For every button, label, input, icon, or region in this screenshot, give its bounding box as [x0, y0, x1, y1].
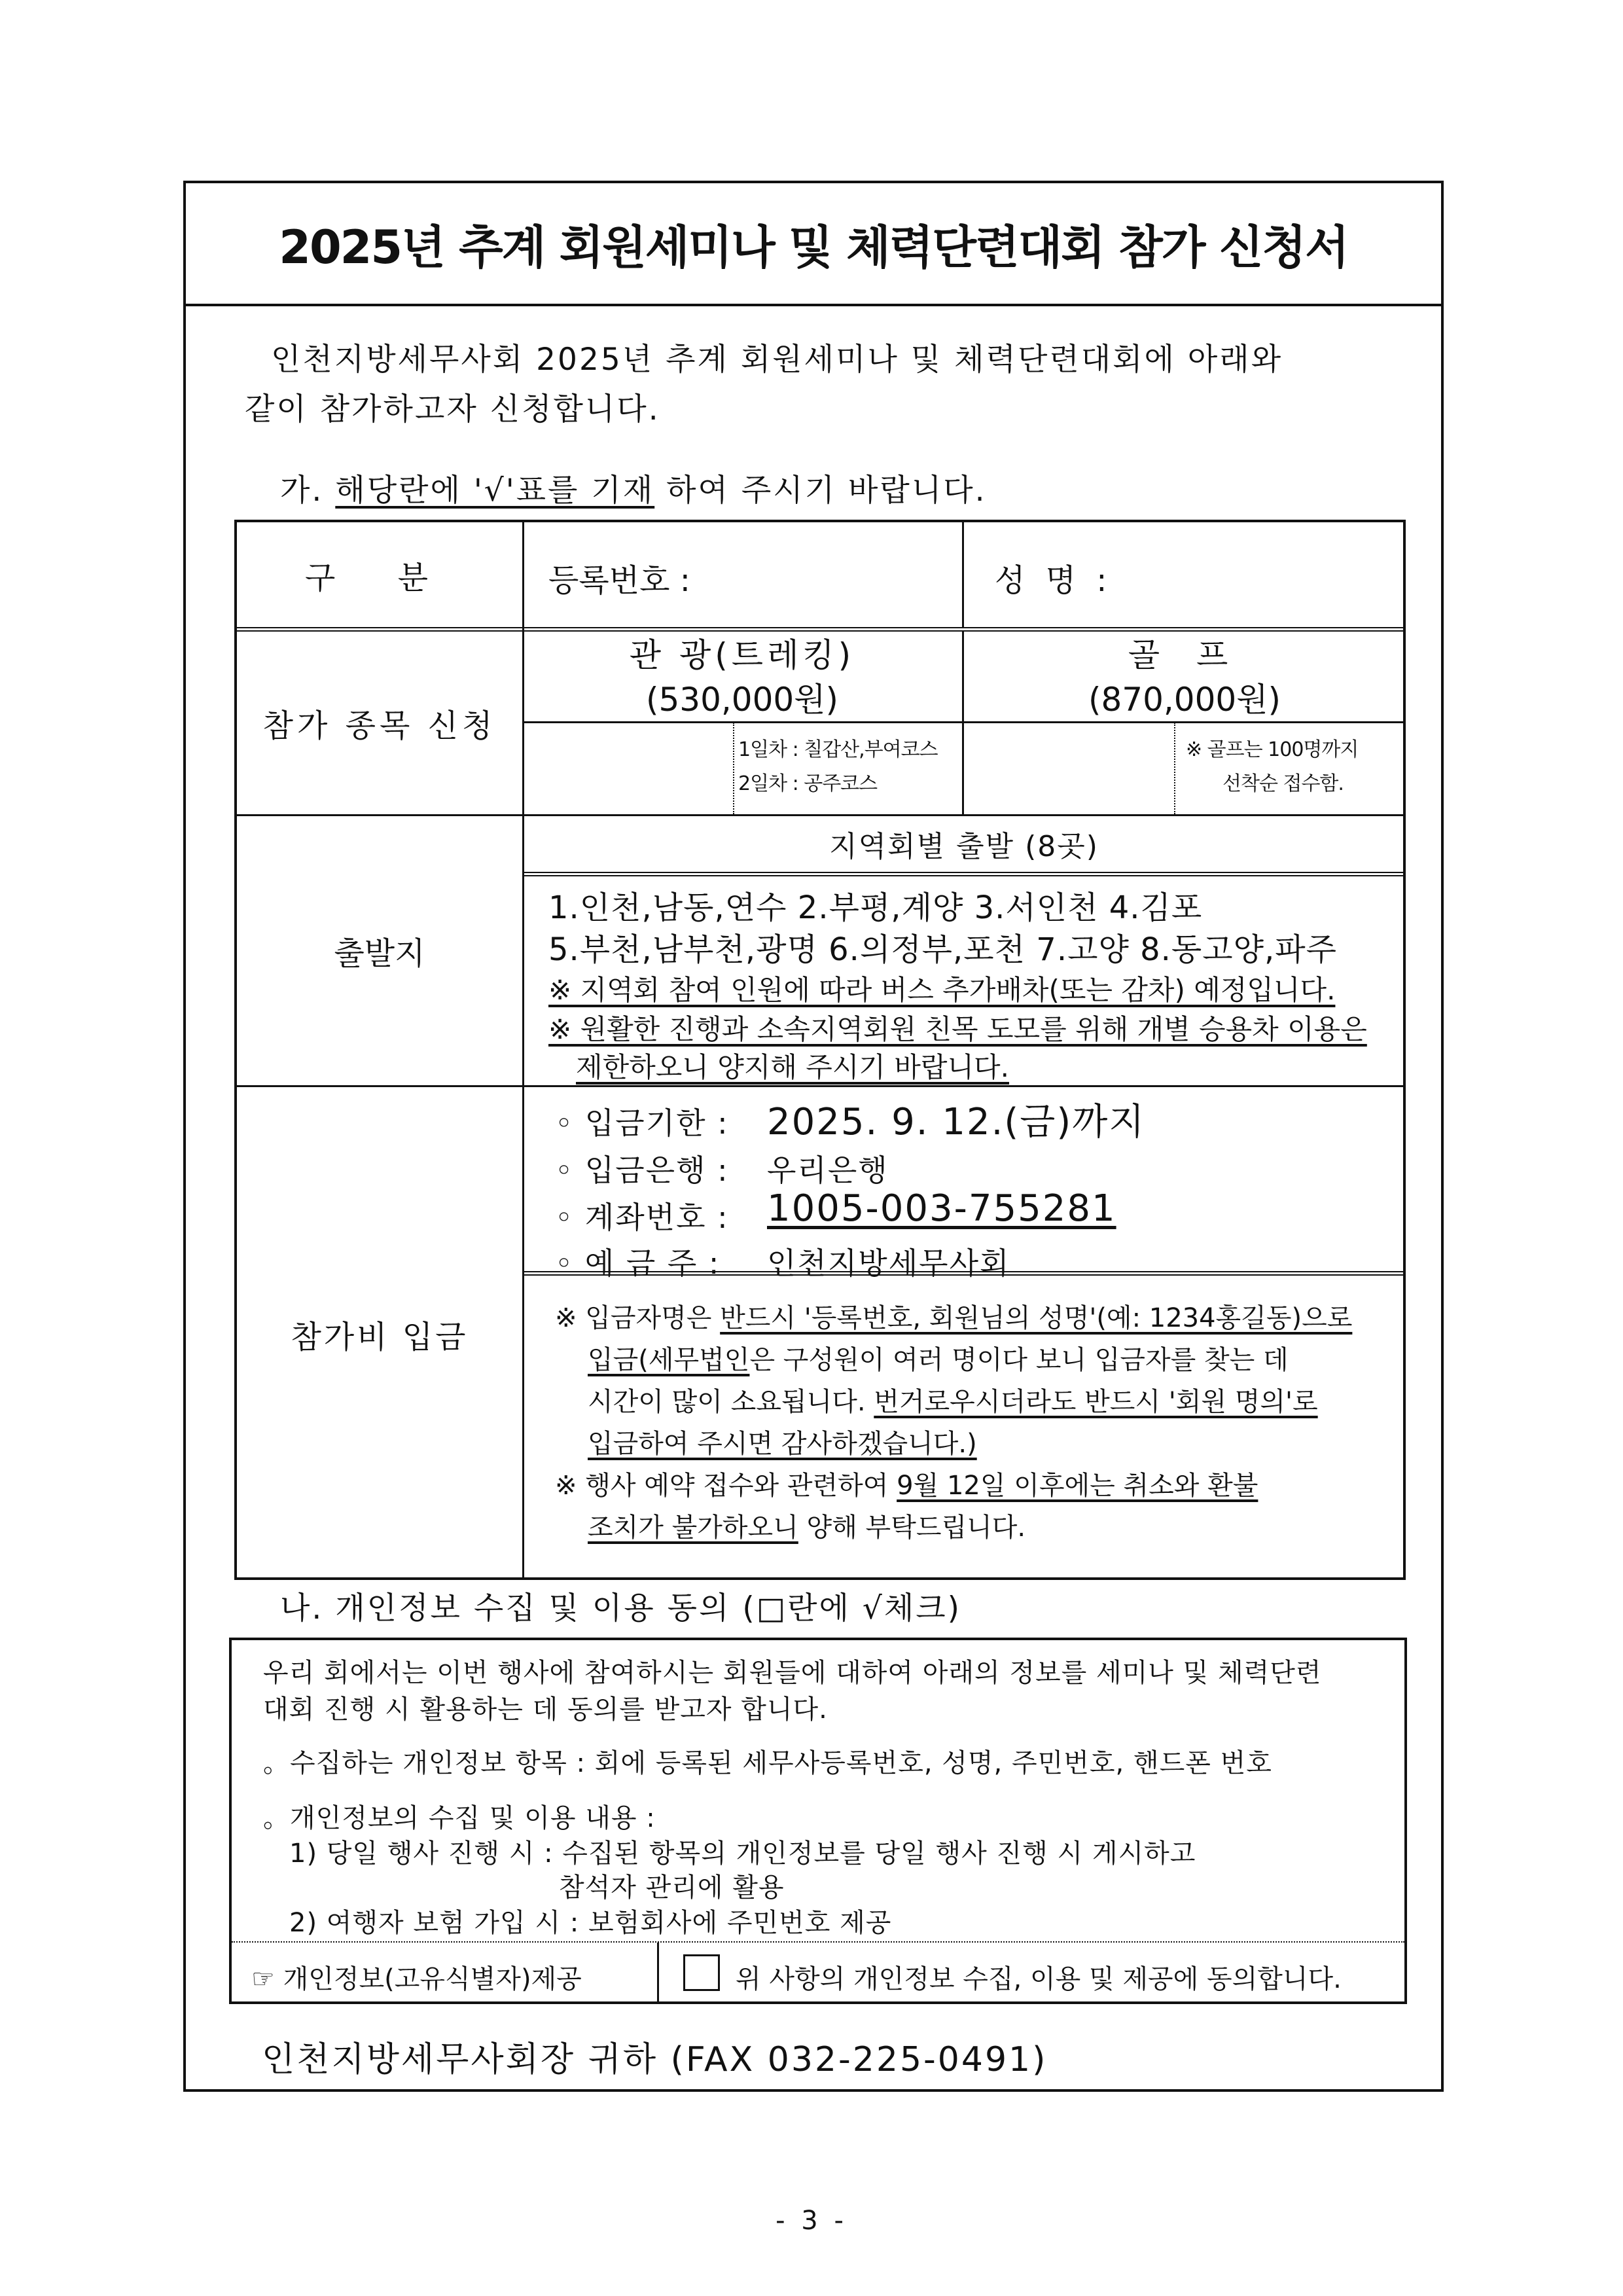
account-number: 1005-003-755281 [767, 1187, 1116, 1230]
tour-note-divider [733, 723, 734, 814]
consent-text: 위 사항의 개인정보 수집, 이용 및 제공에 동의합니다. [736, 1964, 1342, 1994]
payment-note-corp [588, 1339, 1289, 1376]
golf-option-price: (870,000원) [1088, 681, 1281, 719]
privacy-consent-box [229, 1638, 1407, 2004]
payment-note-corp-a: 입금(세무법인 [588, 1345, 750, 1375]
payment-label: 참가비 입금 [291, 1318, 469, 1355]
privacy-intro-2: 대회 진행 시 활용하는 데 동의를 받고자 합니다. [263, 1695, 828, 1725]
privacy-divider [232, 1941, 1404, 1943]
application-table [234, 520, 1406, 1580]
payment-note-corp-b: 은 구성원이 여러 명이다 보니 입금자를 찾는 데 [749, 1345, 1289, 1375]
account-label: ◦ 계좌번호 : [555, 1200, 729, 1235]
bank-value: 우리은행 [767, 1153, 889, 1188]
registration-number-label[interactable]: 등록번호 : [548, 562, 690, 599]
event-label: 참가 종목 신청 [262, 707, 497, 744]
privacy-usage-title: 。개인정보의 수집 및 이용 내용 : [263, 1803, 656, 1833]
holder-label: ◦ 예 금 주 : [555, 1246, 721, 1281]
privacy-usage-1: 1) 당일 행사 진행 시 : 수집된 항목의 개인정보를 당일 행사 진행 시 게시하고 [289, 1839, 1196, 1869]
privacy-provide-label: ☞ 개인정보(고유식별자)제공 [251, 1964, 582, 1994]
departure-note-bus: ※ 지역회 참여 인원에 따라 버스 추가배차(또는 감차) 예정입니다. [548, 974, 1336, 1006]
golf-note-order: 선착순 접수함. [1222, 772, 1344, 795]
header-name-divider [962, 522, 964, 627]
payment-note-cancel-b: 9월 12일 이후에는 취소와 환불 [897, 1471, 1258, 1501]
payment-note-time [588, 1381, 1318, 1418]
departure-regions-1: 1.인천,남동,연수 2.부평,계양 3.서인천 4.김포 [548, 889, 1203, 926]
form-title: 2025년 추계 회원세미나 및 체력단련대회 참가 신청서 [279, 220, 1348, 274]
payment-note-name-a: ※ 입금자명은 [555, 1303, 721, 1333]
section-a-emphasis: 해당란에 '√'표를 기재 [335, 473, 655, 509]
departure-header-divider [522, 872, 1406, 876]
application-form-frame [183, 181, 1444, 2092]
section-a-instruction [280, 466, 987, 510]
deadline-value: 2025. 9. 12.(금)까지 [767, 1101, 1146, 1143]
section-a-prefix: 가. [280, 473, 336, 509]
payment-note-name [555, 1297, 1352, 1335]
payment-note-cancel-a: ※ 행사 예약 접수와 관련하여 [555, 1471, 897, 1501]
payment-note-refund [588, 1507, 1026, 1544]
payment-note-time-a: 시간이 많이 소요됩니다. [588, 1387, 874, 1417]
intro-line-1: 인천지방세무사회 2025년 추계 회원세미나 및 체력단련대회에 아래와 [271, 342, 1283, 378]
member-name-label[interactable]: 성 명 : [995, 562, 1113, 599]
golf-option-name[interactable]: 골 프 [1128, 636, 1241, 674]
event-note-divider [522, 721, 1406, 723]
privacy-usage-1b: 참석자 관리에 활용 [559, 1873, 785, 1903]
header-category: 구 분 [305, 559, 454, 596]
page-number: - 3 - [776, 2206, 847, 2236]
deadline-label: ◦ 입금기한 : [555, 1105, 729, 1141]
tour-option-price: (530,000원) [645, 681, 839, 719]
privacy-items: 。수집하는 개인정보 항목 : 회에 등록된 세무사등록번호, 성명, 주민번호, 핸드폰 번호 [263, 1748, 1272, 1778]
golf-note-limit: ※ 골프는 100명까지 [1186, 738, 1359, 761]
privacy-intro-1: 우리 회에서는 이번 행사에 참여하시는 회원들에 대하여 아래의 정보를 세미나 및 체력단련 [263, 1658, 1322, 1688]
bank-label: ◦ 입금은행 : [555, 1153, 729, 1188]
payment-note-thanks: 입금하여 주시면 감사하겠습니다.) [588, 1429, 977, 1459]
intro-line-2: 같이 참가하고자 신청합니다. [245, 391, 660, 427]
departure-note-car-2: 제한하오니 양지해 주시기 바랍니다. [576, 1051, 1009, 1083]
consent-checkbox[interactable] [683, 1954, 720, 1991]
payment-note-name-b: 반드시 '등록번호, 회원님의 성명'(예: 1234홍길동)으로 [720, 1303, 1353, 1333]
holder-value: 인천지방세무사회 [767, 1246, 1010, 1281]
tour-note-day1: 1일차 : 칠갑산,부여코스 [738, 738, 938, 761]
tour-option-name[interactable]: 관 광(트레킹) [629, 636, 855, 674]
payment-note-cancel [555, 1465, 1258, 1502]
departure-regions-2: 5.부천,남부천,광명 6.의정부,포천 7.고양 8.동고양,파주 [548, 931, 1337, 968]
title-bar [186, 183, 1441, 306]
departure-header: 지역회별 출발 (8곳) [829, 830, 1099, 863]
departure-note-car: ※ 원활한 진행과 소속지역회원 친목 도모를 위해 개별 승용차 이용은 [548, 1013, 1367, 1045]
privacy-consent-divider [657, 1943, 659, 2004]
recipient: 인천지방세무사회장 귀하 (FAX 032-225-0491) [262, 2040, 1048, 2079]
section-a-suffix: 하여 주시기 바랍니다. [654, 473, 987, 509]
payment-note-time-b: 번거로우시더라도 반드시 '회원 명의'로 [874, 1387, 1318, 1417]
golf-check-cell[interactable] [965, 724, 1173, 813]
tour-check-cell[interactable] [692, 724, 732, 813]
section-b-title: 나. 개인정보 수집 및 이용 동의 (□란에 √체크) [280, 1590, 961, 1626]
privacy-usage-2: 2) 여행자 보험 가입 시 : 보험회사에 주민번호 제공 [289, 1908, 892, 1938]
tour-note-day2: 2일차 : 공주코스 [738, 772, 878, 795]
payment-note-refund-a: 조치가 불가하오니 [588, 1513, 798, 1543]
payment-note-refund-b: 양해 부탁드립니다. [798, 1513, 1026, 1543]
golf-note-divider [1174, 723, 1175, 814]
departure-label: 출발지 [334, 935, 425, 972]
